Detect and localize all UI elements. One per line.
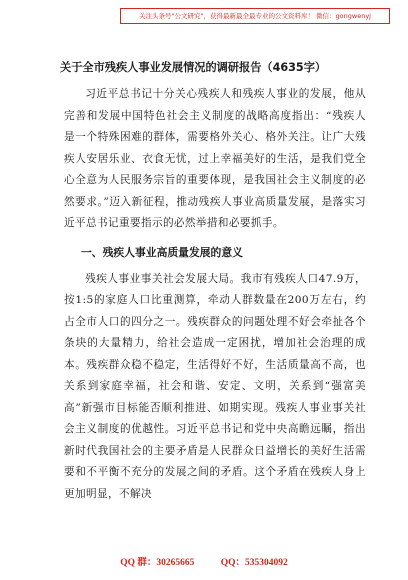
footer-contact-banner: [0, 554, 408, 568]
top-promo-banner: 关注头条号"公文研究"，获得最新最全最专业的公文资料库！ 微信：gongwenyj: [120, 8, 390, 24]
qq-group-text: QQ 群：30265665: [120, 558, 195, 568]
document-body: [60, 60, 366, 505]
document-title: 关于全市残疾人事业发展情况的调研报告（4635字）: [60, 61, 327, 74]
intro-paragraph: 习近平总书记十分关心残疾人和残疾人事业的发展，他从完善和发展中国特色社会主义制度的战略高度指出：“残疾人是一个特殊困难的群体，需要格外关心、格外关注。让广大残疾人安居乐业、衣食无忧，过上幸福美好的生活，是我们党全心全意为人民服务宗旨的重要体现，是我国社会主义制度的必然要求。”迈入新征程，推动残疾人事业高质量发展，是落实习近平总书记重要指示的必然举措和必要抓手。: [64, 88, 366, 229]
section-heading: 一、残疾人事业高质量发展的意义: [81, 245, 243, 259]
qq-text: QQ：535304092: [220, 558, 288, 568]
section-paragraph: 残疾人事业事关社会发展大局。我市有残疾人口47.9万，按1:5的家庭人口比重测算，牵动人群数量在200万左右，约占全市人口的四分之一。残疾群众的问题处理不好会牵扯各个条块的大量精力，给社会造成一定困扰，增加社会治理的成本。残疾群众稳不稳定，生活得好不好，生活质量高不高，也关系到家庭幸福，社会和谐、安定、文明，关系到“强富美高”新强市目标能否顺利推进、如期实现。残疾人事业事关社会主义制度的优越性。习近平总书记和党中央高瞻远瞩，指出新时代我国社会的主要矛盾是人民群众日益增长的美好生活需要和不平衡不充分的发展之间的矛盾。这个矛盾在残疾人身上更加明显，不解决: [64, 272, 366, 500]
